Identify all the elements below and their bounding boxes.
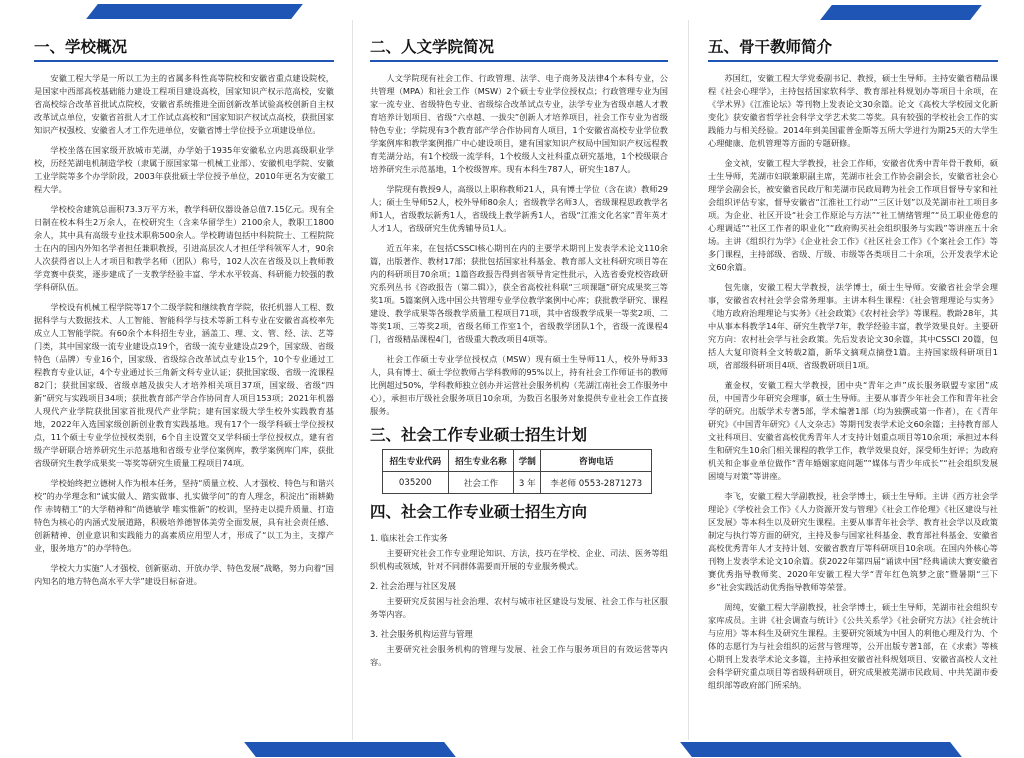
- table-header-row: [383, 450, 652, 472]
- humanities-school-panel: [370, 37, 668, 737]
- overview-paragraph: 安徽工程大学是一所以工为主的省属多科性高等院校和安徽省重点建设院校，是国家中西部高校基础能力建设工程项目建设高校，国家知识产权示范高校，安徽省高校综合改革首批试点院校，安徽省系统推进全面创新改革试验高校创新自主权改革试点单位，安徽省首批人才工作试点高校和“国家知识产权试点高校，获批国家知识产权强校、安徽省人才工作先进单位，安徽省博士学位授予立项建设单位。: [34, 73, 334, 135]
- table-header-cell: 招生专业名称: [448, 450, 514, 472]
- table-header-cell: 招生专业代码: [383, 450, 449, 472]
- faculty-profile: 周纯，安徽工程大学副教授，社会学博士，硕士生导师，芜湖市社会组织专家库成员。主讲《社会调查与统计》《公共关系学》《社会研究方法》《社会统计与应用》等本科生及研究生课程。主要研究领域为中国人的利他心理及行为、个体的志愿行为与社会组织的运营与管理等，公开出版专著1部，在《求索》等核心期刊上发表学术论文多篇，主持承担安徽省社科规划项目、安徽省高校人文社会科学研究重点项目等省级科研项目，研究成果被芜湖市民政局、中共芜湖市委组织部等政府部门所采纳。: [708, 602, 998, 690]
- overview-paragraph: 学校坐落在国家级开放城市芜湖，办学始于1935年安徽私立内思高级职业学校，历经芜湖电机制造学校（隶属于原国家第一机械工业部）、安徽机电学院、安徽工业学院等多个办学阶段，2003年获批硕士学位授予单位，2010年更名为安徽工程大学。: [34, 145, 334, 194]
- section-title-school-overview: 一、学校概况: [34, 38, 128, 56]
- section-title-enrollment-plan: 三、社会工作专业硕士招生计划: [370, 426, 588, 444]
- faculty-profile: 李飞，安徽工程大学副教授，社会学博士，硕士生导师。主讲《西方社会学理论》《学校社会工作》《人力资源开发与管理》《社会工作伦理》《社区建设与社区发展》等本科生以及研究生课程。主要从事青年社会学、教育社会学以及政策制定与执行等方面的研究，主持及参与国家社科基金、教育部社科基金、安徽省高校优秀青年人才支持计划、安徽省教育厅等科研项目10余项。在国内外核心等刊物上发表学术论文10余篇。获2022年第四届“诵读中国”经典诵读大赛安徽省赛优秀指导教师奖、2020年安徽工程大学“青年红色筑梦之旅”暨暑期“三下乡”社会实践活动优秀指导教师等荣誉。: [708, 491, 998, 592]
- table-cell: 3 年: [514, 472, 541, 494]
- section-title-enrollment-directions: 四、社会工作专业硕士招生方向: [370, 503, 588, 521]
- humanities-paragraph: 学院现有教授9人，高级以上职称教师21人，具有博士学位（含在读）教师29人；硕士生导师52人，校外导师80余人；省级教学名师3人，省级课程思政教学名师1人，省级教坛新秀1人，省级线上教学新秀1人，省级“江淮文化名家”青年英才人才1人，省级研究生优秀辅导员1人。: [370, 184, 668, 233]
- direction-heading: 2. 社会治理与社区发展: [370, 581, 457, 591]
- table-header-cell: 学制: [514, 450, 541, 472]
- fold-line-left: [352, 20, 353, 740]
- section-title-faculty-profiles: 五、骨干教师简介: [708, 38, 833, 56]
- decorative-stripe-top-right: [820, 5, 982, 20]
- table-row: [383, 472, 652, 494]
- enrollment-plan-table: [382, 449, 652, 494]
- faculty-profile: 金文祯，安徽工程大学教授，社会工作师，安徽省优秀中青年骨干教师，硕士生导师，芜湖市妇联兼职副主席，芜湖市社会工作协会副会长，安徽省社会心理学会副会长，被安徽省民政厅和芜湖市民政局聘为社会工作项目督导专家和社会组织评估专家，督导安徽省“江淮社工行动”“三区计划”以及芜湖市社工项目多项。为企业、社区开设“社会工作原论与方法”“社工情绪管理”“员工职业倦怠的心理调适”“社区工作者的职业化”“政府购买社会组织服务与实践”等讲座五十余场。主讲《组织行为学》《企业社会工作》《社区社会工作》《个案社会工作》等多门课程，主持部级、省级、厅级、市级等各类项目二十余项，公开发表学术论文60余篇。: [708, 158, 998, 272]
- overview-paragraph: 学校始终把立德树人作为根本任务，坚持“质量立校、人才强校、特色与和谐兴校”的办学理念和“诚实做人、踏实做事、扎实做学问”的育人理念，积淀出“雨耕勤作 赤铸精工”的大学精神和“尚德敏学 唯实惟新”的校训，坚持走以提升质量、打造特色为核心的内涵式发展道路，积极培养德智体美劳全面发展，具有社会责任感、创新精神、创业意识和实践能力的高素质应用型人才，形成了“以工为主，支撑产业，服务地方”的办学特色。: [34, 478, 334, 553]
- direction-heading: 3. 社会服务机构运营与管理: [370, 629, 473, 639]
- fold-line-right: [688, 20, 689, 740]
- overview-paragraph: 学校校舍建筑总面积73.3万平方米，教学科研仪器设备总值7.15亿元。现有全日制在校本科生2万余人，在校研究生（含来华留学生）2100余人，教职工1800余人，其中具有高级专业技术职称500余人。学校聘请包括中科院院士、工程院院士在内的国内外知名学者担任兼职教授，引进高层次人才担任学科领军人才，90余人次获得省以上人才项目和教学名师（团队）称号，102人次在省级及以上教师教学竞赛中获奖，逐步建成了一支教学经验丰富、学术水平较高、科研能力较强的教学科研队伍。: [34, 204, 334, 292]
- humanities-paragraph: 人文学院现有社会工作、行政管理、法学、电子商务及法律4个本科专业，公共管理（MPA）和社会工作（MSW）2个硕士专业学位授权点；行政管理专业为国家一流专业、省级特色专业、省级综合改革试点专业，法学专业为省级卓越人才教育培养计划项目、省级“六卓越、一拔尖”创新人才培养项目，社会工作专业为省级特色专业；学院现有3个教育部产学合作协同育人项目，1个安徽省高校专业学位教学案例库和教学案例推广中心建设项目，建有国家知识产权局中国知识产权远程教育芜湖分站，有1个校级一流学科，1个校级人文社科重点研究基地，1个校级联合培养研究生示范基地，1个校级智库。现有本科生787人，研究生187人。: [370, 73, 668, 174]
- direction-description: 主要研究社会服务机构的管理与发展、社会工作与服务项目的有效运营等内容。: [370, 644, 668, 667]
- section-title-humanities-school: 二、人文学院简况: [370, 38, 495, 56]
- humanities-paragraph: 近五年来，在包括CSSCI核心期刊在内的主要学术期刊上发表学术论文110余篇，出版著作、教材17部；获批包括国家社科基金、教育部人文社科研究项目等在内的科研项目70余项；1篇咨政报告得到省领导肯定性批示，入选省委党校咨政研究系列丛书《咨政报告（第二辑）》，获全省高校社科联“三项课题”研究成果奖三等奖1项。5篇案例入选中国公共管理专业学位教学案例中心库；获批教学研究、课程建设、教学成果等各级教学质量工程项目71项，其中省级教学成果一等奖2项、二等奖1项、三等奖2项，省级名师工作室1个，省级教学团队1个，省级一流课程4门，省级精品课程4门，省级重大教改项目4项等。: [370, 243, 668, 344]
- table-cell: 李老师 0553-2871273: [541, 472, 652, 494]
- overview-paragraph: 学校大力实施“人才强校、创新驱动、开放办学、特色发展”战略，努力向着“国内知名的地方特色高水平大学”建设目标奋进。: [34, 563, 334, 586]
- faculty-profiles-panel: [708, 37, 998, 737]
- school-overview-panel: [34, 37, 334, 737]
- faculty-profile: 董金权，安徽工程大学教授，团中央“青年之声”成长服务联盟专家团”成员，中国青少年研究会理事，硕士生导师。主要从事青少年社会工作和青年社会学的研究。出版学术专著5部，学术编著1部（均为独撰或第一作者），在《青年研究》《中国青年研究》《人文杂志》等期刊发表学术论文60余篇；主持教育部人文社科项目、安徽省高校优秀青年人才支持计划重点项目等10余项；承担过本科生和研究生10余门相关课程的教学工作，教学效果良好，深受师生好评；为政府机关和企事业单位做作“青年婚姻家庭问题”“媒体与青少年成长”“社会组织发展困境与对策”等讲座。: [708, 380, 998, 481]
- overview-paragraph: 学校设有机械工程学院等17个二级学院和继续教育学院，依托机器人工程、数据科学与大数据技术、人工智能、智能科学与技术等新工科专业在安徽省高校率先成立人工智能学院。有60余个本科招生专业，涵盖工、理、文、管、经、法、艺等门类，其中国家级一流专业建设点19个，省级一流专业建设点29个，国家级、省级特色（品牌）专业16个，国家级、省级综合改革试点专业15个，10个专业通过工程教育专业认证，4个专业通过长三角新文科专业认证；获批国家级、省级一流课程82门；获批国家级、省级卓越及拔尖人才培养相关项目37项，国家级、省级“四新”研究与实践项目34项；获批教育部产学合作协同育人项目153项；2021年机器人现代产业学院获批国家首批现代产业学院；建有国家级大学生校外实践教育基地，2022年入选国家级创新创业教育实践基地。现有17个一级学科硕士学位授权点，11个硕士专业学位授权类别，6个自主设置交叉学科硕士学位授权点，建有省级产学研联合培养研究生示范基地和省级专业学位案例库，教学案例库门库，获批省级研究生教学成果奖一等奖等研究生质量工程项目74项。: [34, 302, 334, 468]
- decorative-stripe-top-left: [86, 4, 303, 19]
- table-cell: 035200: [383, 472, 449, 494]
- table-header-cell: 咨询电话: [541, 450, 652, 472]
- direction-description: 主要研究社会工作专业理论知识、方法，技巧在学校、企业、司法、医务等组织机构或领域，针对不同群体需要而开展的专业服务模式。: [370, 548, 668, 571]
- table-cell: 社会工作: [448, 472, 514, 494]
- title-underline: [370, 60, 668, 62]
- decorative-stripe-bottom-right: [680, 742, 962, 757]
- humanities-paragraph: 社会工作硕士专业学位授权点（MSW）现有硕士生导师11人，校外导师33人，具有博士、硕士学位教师占学科教师的95%以上，持有社会工作师证书的教师比例超过50%，学科教师独立创办并运营社会服务机构（芜湖江南社会工作服务中心），承担市厅级社会服务项目10余项，为数百名服务对象提供专业社会工作直接服务。: [370, 354, 668, 416]
- title-underline: [708, 60, 998, 62]
- title-underline: [34, 60, 334, 62]
- decorative-stripe-bottom-left: [244, 742, 456, 757]
- direction-heading: 1. 临床社会工作实务: [370, 533, 448, 543]
- direction-description: 主要研究反贫困与社会治理、农村与城市社区建设与发展、社会工作与社区服务等内容。: [370, 596, 668, 619]
- faculty-profile: 苏国红，安徽工程大学党委副书记、教授，硕士生导师。主持安徽省精品课程《社会心理学》，主持包括国家软科学、教育部社科规划办等项目十余项，在《学术界》《江淮论坛》等刊物上发表论文30余篇。论文《高校大学校园文化新变化》获安徽省哲学社会科学文学艺术奖二等奖。具有较强的学校社会工作的实践能力与相关经验。2014年到美国霍普金斯等五所大学进行为期25天的大学生心理健康、危机管理等方面的专题研修。: [708, 73, 998, 148]
- faculty-profile: 包先康，安徽工程大学教授，法学博士，硕士生导师。安徽省社会学会理事，安徽省农村社会学会常务理事。主讲本科生课程：《社会管理理论与实务》《地方政府治理理论与实务》《社会政策》《农村社会学》等课程。教龄28年，其中从事本科教学14年、研究生教学7年，教学经验丰富，教学效果良好。主要研究方向：农村社会学与社会政策。先后发表论文30余篇，其中CSSCI 20篇，包括人大复印资料全文转载2篇，新华文摘观点摘登1篇。主持国家级科研项目1项，省部级科研项目4项、省级教研项目1项。: [708, 282, 998, 370]
